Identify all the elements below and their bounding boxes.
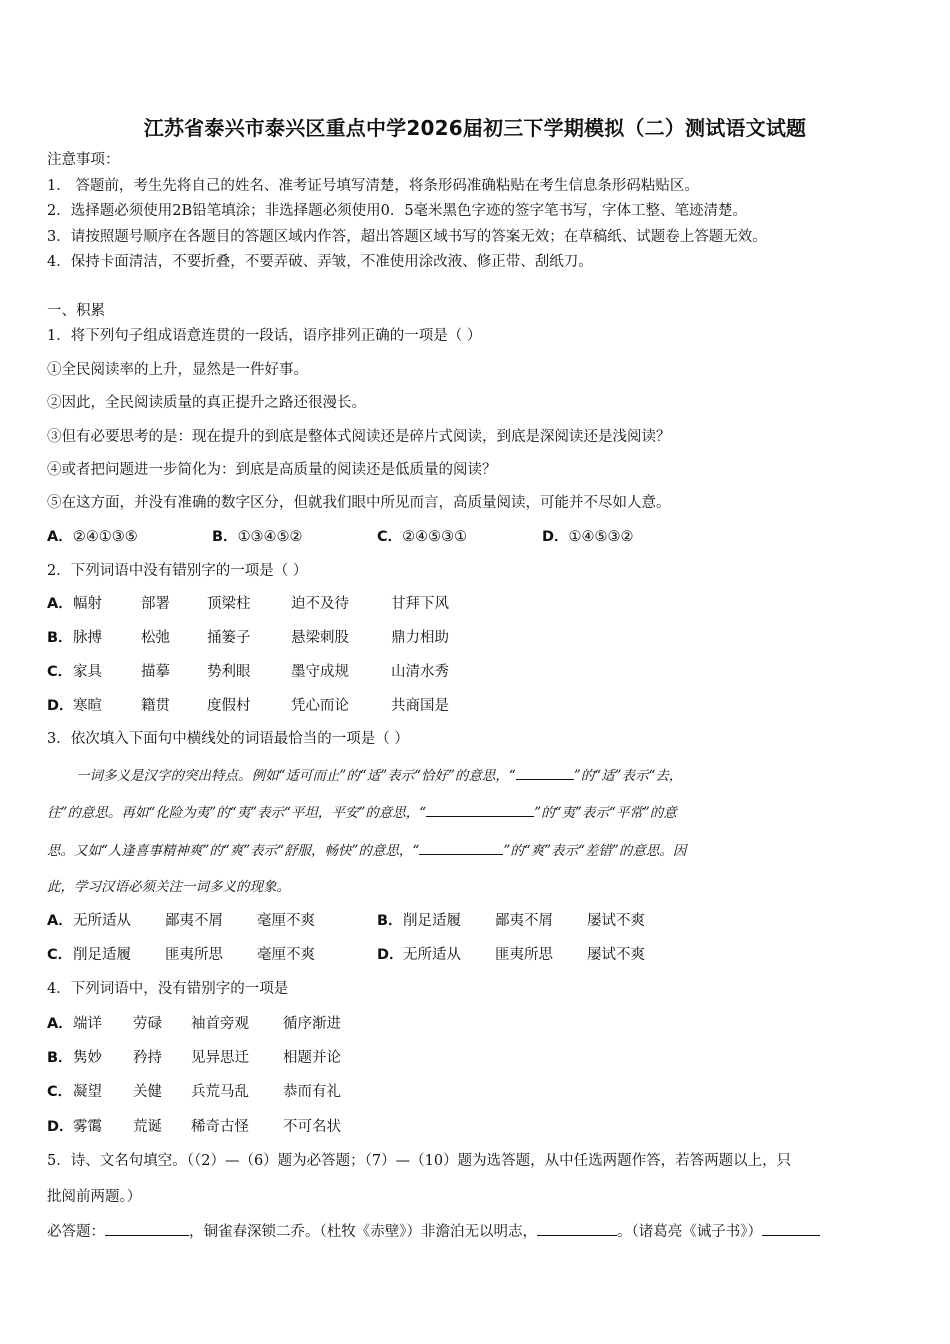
q1-option-c[interactable]: C．②④⑤③① xyxy=(377,529,468,545)
section-heading: 一、积累 xyxy=(47,303,105,319)
q4-option-d[interactable]: D．雾霭 荒诞 稀奇古怪 不可名状 xyxy=(47,1119,341,1135)
q4-option-b[interactable]: B．隽妙 矜持 见异思迁 相题并论 xyxy=(47,1050,341,1066)
q5-stem-line-2: 批阅前两题。） xyxy=(47,1189,142,1205)
q1-sentence-2: ②因此，全民阅读质量的真正提升之路还很漫长。 xyxy=(47,395,366,411)
q3-blank-3[interactable] xyxy=(419,840,503,855)
q2-option-d[interactable]: D．寒暄 籍贯 度假村 凭心而论 共商国是 xyxy=(47,698,449,714)
q4-option-c[interactable]: C．凝望 关健 兵荒马乱 恭而有礼 xyxy=(47,1084,341,1100)
q3-option-d[interactable]: D．无所适从 匪夷所思 屡试不爽 xyxy=(377,947,645,963)
q5-required-line: 必答题： ，铜雀春深锁二乔。（杜牧《赤壁》）非澹泊无以明志， 。（诸葛亮《诫子书》） xyxy=(47,1221,820,1242)
q3-stem: 3．依次填入下面句中横线处的词语最恰当的一项是（ ） xyxy=(47,731,409,747)
q4-stem: 4．下列词语中，没有错别字的一项是 xyxy=(47,981,289,997)
q1-option-d[interactable]: D．①④⑤③② xyxy=(542,529,634,545)
q2-stem: 2．下列词语中没有错别字的一项是（ ） xyxy=(47,563,308,579)
q1-sentence-1: ①全民阅读率的上升，显然是一件好事。 xyxy=(47,362,308,378)
q1-stem: 1．将下列句子组成语意连贯的一段话，语序排列正确的一项是（ ） xyxy=(47,328,482,344)
notice-item-1: 1． 答题前，考生先将自己的姓名、准考证号填写清楚，将条形码准确粘贴在考生信息条形码粘贴区。 xyxy=(47,178,699,194)
q3-option-c[interactable]: C．削足适履 匪夷所思 毫厘不爽 xyxy=(47,947,315,963)
q3-option-a[interactable]: A．无所适从 鄙夷不屑 毫厘不爽 xyxy=(47,913,315,929)
q3-para-line-2: 往”的意思。再如“化险为夷”的“夷”表示“平坦，平安”的意思，“ ”的“夷”表示“平常”的意 xyxy=(47,802,677,823)
q3-blank-1[interactable] xyxy=(516,765,574,780)
q2-option-b[interactable]: B．脉搏 松弛 捅篓子 悬梁刺股 鼎力相助 xyxy=(47,630,449,646)
q1-option-a[interactable]: A．②④①③⑤ xyxy=(47,529,138,545)
q3-option-b[interactable]: B．削足适履 鄙夷不屑 屡试不爽 xyxy=(377,913,645,929)
notice-item-3: 3．请按照题号顺序在各题目的答题区域内作答，超出答题区域书写的答案无效；在草稿纸、试题卷上答题无效。 xyxy=(47,229,767,245)
q2-option-a[interactable]: A．幅射 部署 顶梁柱 迫不及待 甘拜下风 xyxy=(47,596,449,612)
q5-blank-2[interactable] xyxy=(537,1221,617,1236)
q3-para-line-1: 一词多义是汉字的突出特点。例如“适可而止”的“适”表示“恰好”的意思，“ ”的“适”表示“去， xyxy=(76,765,682,786)
q5-blank-1[interactable] xyxy=(105,1221,189,1236)
q5-stem-line-1: 5．诗、文名句填空。（（2）—（6）题为必答题；（7）—（10）题为选答题，从中任选两题作答，若答两题以上，只 xyxy=(47,1153,792,1169)
q3-para-line-4: 此，学习汉语必须关注一词多义的现象。 xyxy=(47,879,290,895)
q1-sentence-5: ⑤在这方面，并没有准确的数字区分，但就我们眼中所见而言，高质量阅读，可能并不尽如人意。 xyxy=(47,495,671,511)
q1-option-b[interactable]: B．①③④⑤② xyxy=(212,529,303,545)
q5-blank-3[interactable] xyxy=(762,1221,820,1236)
q1-sentence-4: ④或者把问题进一步简化为：到底是高质量的阅读还是低质量的阅读？ xyxy=(47,462,497,478)
page-title: 江苏省泰兴市泰兴区重点中学2026届初三下学期模拟（二）测试语文试题 xyxy=(143,116,807,140)
q2-option-c[interactable]: C．家具 描摹 势利眼 墨守成规 山清水秀 xyxy=(47,664,449,680)
q4-option-a[interactable]: A．端详 劳碌 袖首旁观 循序渐进 xyxy=(47,1016,341,1032)
q3-blank-2[interactable] xyxy=(426,802,534,817)
q3-para-line-3: 思。又如“人逢喜事精神爽”的“爽”表示“舒服，畅快”的意思，“ ”的“爽”表示“差错”的意思。因 xyxy=(47,840,686,861)
notice-item-4: 4．保持卡面清洁，不要折叠，不要弄破、弄皱，不准使用涂改液、修正带、刮纸刀。 xyxy=(47,254,593,270)
notice-heading: 注意事项： xyxy=(47,152,120,168)
q1-sentence-3: ③但有必要思考的是：现在提升的到底是整体式阅读还是碎片式阅读，到底是深阅读还是浅阅读？ xyxy=(47,429,671,445)
notice-item-2: 2．选择题必须使用2B铅笔填涂；非选择题必须使用0．5毫米黑色字迹的签字笔书写，字体工整、笔迹清楚。 xyxy=(47,203,748,219)
